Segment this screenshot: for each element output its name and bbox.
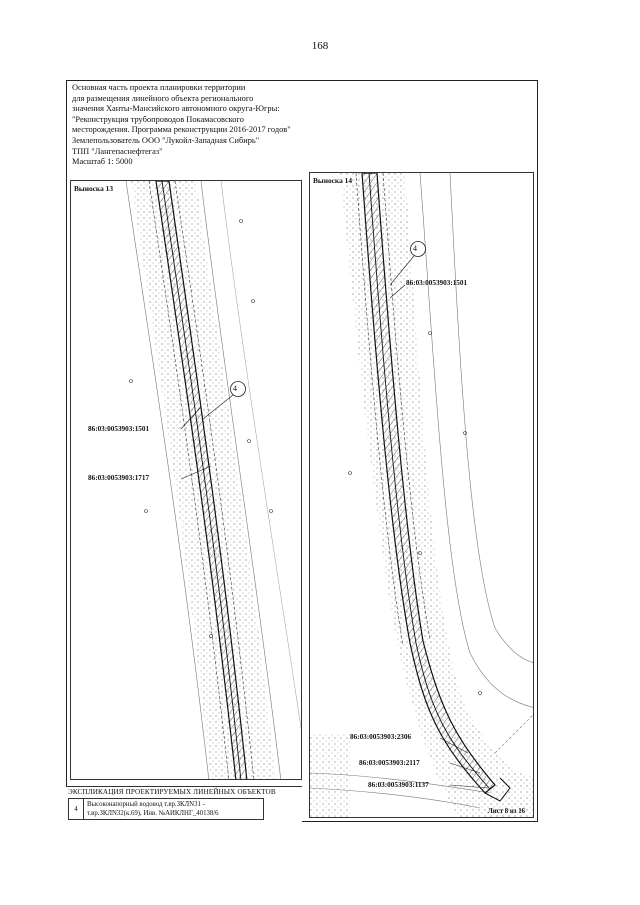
legend-row-description: Высоконапорный водовод т.вр.ЗКЛN31 - [87,801,205,808]
callout-number: 4 [233,384,237,393]
header-line: для размещения линейного объекта регионального [72,93,254,103]
header-line: ТПП "Лангепаснефтегаз" [72,146,163,156]
header-line: "Реконструкция трубопроводов Покамасовского [72,114,244,124]
legend-row-number: 4 [69,799,84,819]
sheet-number: Лист 8 из 16 [487,808,525,815]
legend-row [68,798,264,820]
header-line: значения Ханты-Мансийского автономного округа-Югры: [72,104,280,114]
cadastral-label: 86:03:0053903:1501 [406,279,468,287]
map-drawing-right [310,173,534,818]
cadastral-label: 86:03:0053903:1137 [368,781,429,789]
cadastral-label: 86:03:0053903:1501 [88,425,150,433]
legend-box [66,786,302,822]
right-panel-title: Выноска 14 [313,176,353,185]
page-number: 168 [311,40,329,52]
legend-title: ЭКСПЛИКАЦИЯ ПРОЕКТИРУЕМЫХ ЛИНЕЙНЫХ ОБЪЕКТОВ [68,788,276,796]
callout-number: 4 [413,244,417,253]
header-line: Основная часть проекта планировки территории [72,83,246,92]
header-line: Землепользователь ООО "Лукойл-Западная Сибирь" [72,135,260,145]
cadastral-label: 86:03:0053903:2306 [350,733,412,741]
left-panel-title: Выноска 13 [74,184,114,193]
map-panel-right [309,172,534,818]
header-block [72,83,372,168]
header-line: месторождения. Программа реконструкции 2016-2017 годов" [72,125,291,135]
scale-line: Масштаб 1: 5000 [72,157,133,167]
map-panel-left [70,180,302,780]
cadastral-label: 86:03:0053903:2117 [359,759,420,767]
legend-row-description: т.вр.ЗКЛN32(к.69), Инв. №АИКЛНГ_40138/6 [87,810,219,817]
cadastral-label: 86:03:0053903:1717 [88,474,150,482]
